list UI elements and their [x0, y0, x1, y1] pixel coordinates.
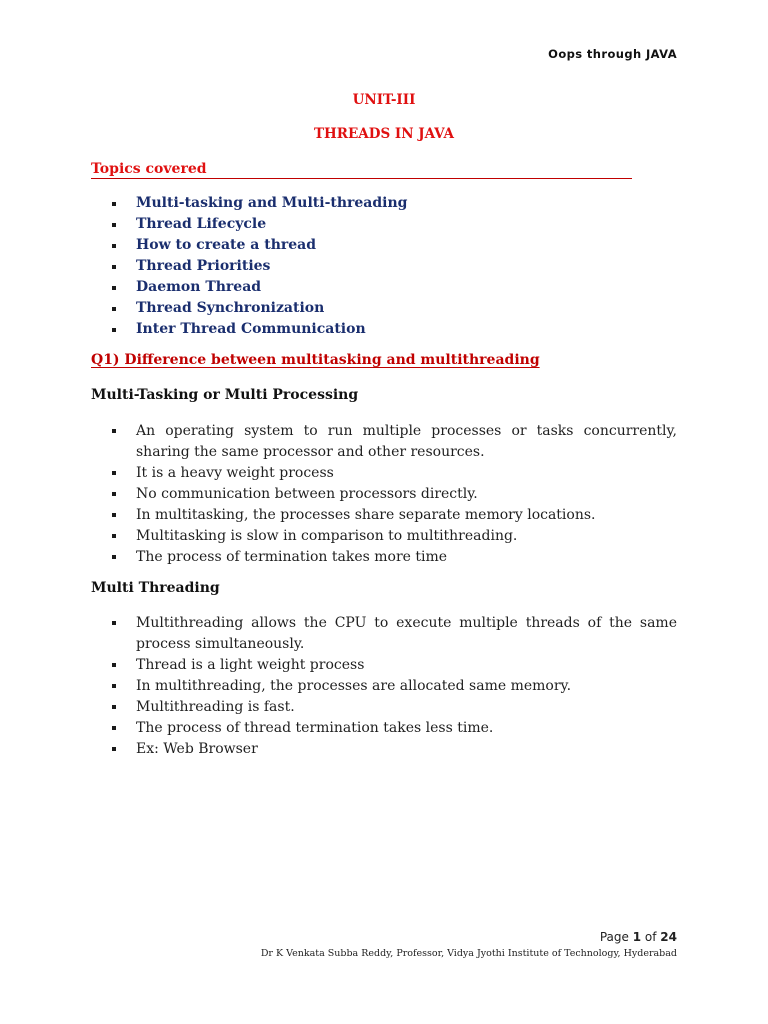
- list-item: Multithreading is fast.: [108, 697, 677, 718]
- list-item: Multitasking is slow in comparison to multithreading.: [108, 526, 677, 547]
- topics-list: [108, 193, 407, 340]
- unit-title: UNIT-III: [352, 92, 416, 108]
- topic-item: Daemon Thread: [108, 277, 407, 298]
- chapter-title: THREADS IN JAVA: [313, 126, 455, 142]
- multithreading-heading: Multi Threading: [91, 580, 220, 596]
- page-total: 24: [660, 930, 677, 944]
- page-prefix: Page: [599, 930, 629, 944]
- list-item: In multitasking, the processes share separate memory locations.: [108, 505, 677, 526]
- topics-heading: Topics covered: [91, 161, 632, 179]
- page-number: [600, 930, 677, 944]
- list-item: The process of termination takes more time: [108, 547, 677, 568]
- list-item: It is a heavy weight process: [108, 463, 677, 484]
- multitasking-heading: Multi-Tasking or Multi Processing: [91, 387, 359, 403]
- page-current: 1: [632, 930, 642, 944]
- list-item: Thread is a light weight process: [108, 655, 677, 676]
- list-item: Ex: Web Browser: [108, 739, 677, 760]
- multitasking-list: [108, 421, 677, 568]
- topic-item: Thread Lifecycle: [108, 214, 407, 235]
- multithreading-list: [108, 613, 677, 760]
- list-item: Multithreading allows the CPU to execute multiple threads of the same process simultaneously.: [108, 613, 677, 655]
- topic-item: Thread Synchronization: [108, 298, 407, 319]
- running-header: Oops through JAVA: [548, 47, 677, 61]
- topic-item: Thread Priorities: [108, 256, 407, 277]
- page-of: of: [644, 930, 657, 944]
- topic-item: How to create a thread: [108, 235, 407, 256]
- question-heading: Q1) Difference between multitasking and multithreading: [91, 352, 540, 368]
- author-footer: Dr K Venkata Subba Reddy, Professor, Vidya Jyothi Institute of Technology, Hyderabad: [260, 948, 677, 959]
- topic-item: Multi-tasking and Multi-threading: [108, 193, 407, 214]
- list-item: The process of thread termination takes less time.: [108, 718, 677, 739]
- list-item: No communication between processors directly.: [108, 484, 677, 505]
- list-item: In multithreading, the processes are allocated same memory.: [108, 676, 677, 697]
- topic-item: Inter Thread Communication: [108, 319, 407, 340]
- list-item: An operating system to run multiple processes or tasks concurrently, sharing the same processor and other resources.: [108, 421, 677, 463]
